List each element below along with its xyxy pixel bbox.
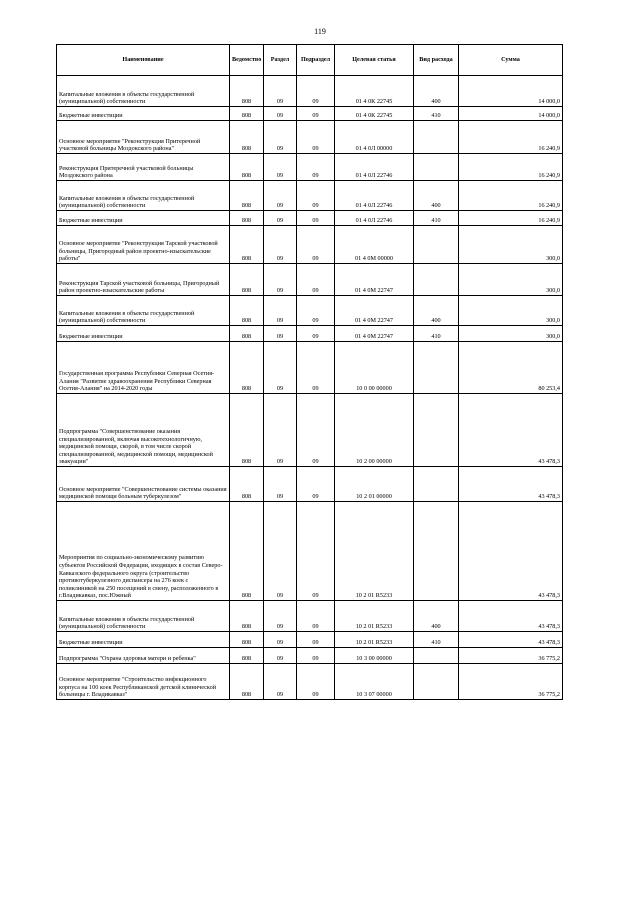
cell-target: 01 4 0М 22747 — [335, 326, 414, 342]
table-row — [57, 326, 563, 342]
cell-subsection: 09 — [297, 394, 335, 467]
cell-department: 808 — [230, 211, 264, 226]
cell-section: 09 — [264, 121, 297, 154]
row-name-text: Капитальные вложения в объекты государственной (муниципальной) собственности — [59, 309, 195, 325]
header-department: Ведомство — [230, 45, 264, 76]
cell-name — [57, 154, 230, 181]
cell-sum: 43 478,3 — [459, 467, 563, 502]
cell-type — [414, 394, 459, 467]
header-target: Целевая статья — [335, 45, 414, 76]
cell-target: 01 4 0Л 22746 — [335, 181, 414, 211]
cell-subsection: 09 — [297, 648, 335, 664]
cell-section: 09 — [264, 394, 297, 467]
cell-section: 09 — [264, 264, 297, 296]
table-row — [57, 121, 563, 154]
cell-subsection: 09 — [297, 467, 335, 502]
cell-sum: 16 240,9 — [459, 181, 563, 211]
cell-sum: 36 775,2 — [459, 648, 563, 664]
cell-sum: 14 000,0 — [459, 76, 563, 107]
header-section: Раздел — [264, 45, 297, 76]
cell-target: 01 4 0М 00000 — [335, 226, 414, 264]
header-name: Наименование — [57, 45, 230, 76]
cell-target: 10 0 00 00000 — [335, 342, 414, 394]
cell-type — [414, 226, 459, 264]
row-name-text: Основное мероприятие "Реконструкция Тарской участковой больницы, Пригородный район проектно-изыскательские работы" — [59, 240, 218, 263]
cell-name — [57, 211, 230, 226]
cell-name — [57, 648, 230, 664]
cell-department: 808 — [230, 154, 264, 181]
row-name-text: Капитальные вложения в объекты государственной (муниципальной) собственности — [59, 90, 195, 106]
cell-type: 410 — [414, 326, 459, 342]
cell-target: 01 4 0М 22747 — [335, 296, 414, 326]
cell-department: 808 — [230, 181, 264, 211]
cell-department: 808 — [230, 296, 264, 326]
cell-subsection: 09 — [297, 296, 335, 326]
cell-department: 808 — [230, 467, 264, 502]
header-sum: Сумма — [459, 45, 563, 76]
cell-type — [414, 154, 459, 181]
row-name-text: Основное мероприятие "Реконструкция Притеречной участковой больницы Моздокского района" — [59, 137, 201, 153]
cell-department: 808 — [230, 632, 264, 648]
cell-target: 01 4 0К 22745 — [335, 107, 414, 121]
table-row — [57, 226, 563, 264]
cell-subsection: 09 — [297, 264, 335, 296]
row-name-text: Государственная программа Республики Северная Осетия-Алания "Развитие здравоохранения Республики Северная Осетия-Алания" на 2014-2020 годы — [59, 370, 215, 393]
cell-sum: 300,0 — [459, 264, 563, 296]
table-row — [57, 107, 563, 121]
cell-name — [57, 76, 230, 107]
table-row — [57, 394, 563, 467]
cell-name — [57, 107, 230, 121]
row-name-text: Основное мероприятие "Строительство инфекционного корпуса на 100 коек Республиканской детской клинической больницы г. Владикавказ" — [59, 676, 217, 699]
row-name-text: Реконструкция Притеречной участковой больницы Моздокского района — [59, 164, 194, 180]
cell-subsection: 09 — [297, 326, 335, 342]
table-row — [57, 342, 563, 394]
cell-subsection: 09 — [297, 211, 335, 226]
cell-subsection: 09 — [297, 664, 335, 700]
cell-target: 01 4 0Л 00000 — [335, 121, 414, 154]
cell-section: 09 — [264, 76, 297, 107]
table-header-row — [57, 45, 563, 76]
cell-sum: 80 253,4 — [459, 342, 563, 394]
cell-target: 01 4 0Л 22746 — [335, 154, 414, 181]
cell-sum: 43 478,3 — [459, 502, 563, 601]
cell-section: 09 — [264, 211, 297, 226]
cell-target: 01 4 0М 22747 — [335, 264, 414, 296]
cell-sum: 14 000,0 — [459, 107, 563, 121]
cell-subsection: 09 — [297, 601, 335, 632]
row-name-text: Капитальные вложения в объекты государственной (муниципальной) собственности — [59, 615, 195, 631]
cell-type: 410 — [414, 107, 459, 121]
cell-type: 410 — [414, 632, 459, 648]
cell-name — [57, 664, 230, 700]
row-name-text: Подпрограмма "Совершенствование оказания специализированной, включая высокотехнологичную, медицинской помощи, скорой, в том числе скорой специализированной, медицинской помощи, медицинской эвакуации" — [59, 428, 213, 466]
row-name-text: Основное мероприятие "Совершенствование системы оказания медицинской помощи больным туберкулезом" — [59, 485, 227, 501]
cell-section: 09 — [264, 664, 297, 700]
cell-section: 09 — [264, 154, 297, 181]
cell-type — [414, 264, 459, 296]
cell-name — [57, 296, 230, 326]
cell-target: 01 4 0К 22745 — [335, 76, 414, 107]
table-row — [57, 296, 563, 326]
table-body — [57, 76, 563, 700]
cell-type — [414, 648, 459, 664]
table-row — [57, 601, 563, 632]
table-row — [57, 467, 563, 502]
row-name-text: Бюджетные инвестиции — [59, 639, 123, 647]
budget-table — [56, 44, 563, 700]
page-number: 119 — [314, 27, 326, 36]
cell-subsection: 09 — [297, 632, 335, 648]
cell-sum: 36 775,2 — [459, 664, 563, 700]
cell-section: 09 — [264, 107, 297, 121]
cell-type — [414, 664, 459, 700]
cell-department: 808 — [230, 502, 264, 601]
table-row — [57, 264, 563, 296]
cell-target: 10 3 00 00000 — [335, 648, 414, 664]
cell-name — [57, 632, 230, 648]
cell-target: 10 2 00 00000 — [335, 394, 414, 467]
cell-sum: 300,0 — [459, 326, 563, 342]
cell-subsection: 09 — [297, 107, 335, 121]
cell-department: 808 — [230, 394, 264, 467]
cell-sum: 16 240,9 — [459, 211, 563, 226]
row-name-text: Подпрограмма "Охрана здоровья матери и ребенка" — [59, 655, 196, 663]
cell-type — [414, 502, 459, 601]
table-row — [57, 181, 563, 211]
cell-target: 10 2 01 00000 — [335, 467, 414, 502]
cell-subsection: 09 — [297, 226, 335, 264]
cell-type — [414, 467, 459, 502]
cell-department: 808 — [230, 326, 264, 342]
cell-department: 808 — [230, 121, 264, 154]
cell-sum: 300,0 — [459, 296, 563, 326]
table-row — [57, 154, 563, 181]
cell-department: 808 — [230, 264, 264, 296]
table-row — [57, 211, 563, 226]
cell-name — [57, 264, 230, 296]
cell-subsection: 09 — [297, 502, 335, 601]
cell-sum: 16 240,9 — [459, 154, 563, 181]
cell-type — [414, 121, 459, 154]
cell-sum: 43 478,3 — [459, 632, 563, 648]
cell-department: 808 — [230, 76, 264, 107]
cell-name — [57, 226, 230, 264]
cell-department: 808 — [230, 601, 264, 632]
header-type: Вид расхода — [414, 45, 459, 76]
row-name-text: Мероприятия по социально-экономическому развитию субъектов Российской Федерации, входящих в состав Северо-Кавказского федерального округа (строительство противотуберкулезного диспансера на 276 коек с поликлиникой на 250 посещений в смену, расположенного в г.Владикавказ, пос.Южный — [59, 554, 223, 600]
cell-department: 808 — [230, 226, 264, 264]
cell-type: 400 — [414, 296, 459, 326]
cell-subsection: 09 — [297, 121, 335, 154]
cell-target: 10 2 01 R5233 — [335, 601, 414, 632]
cell-sum: 16 240,9 — [459, 121, 563, 154]
cell-sum: 43 478,3 — [459, 394, 563, 467]
cell-target: 10 2 01 R5233 — [335, 632, 414, 648]
cell-subsection: 09 — [297, 342, 335, 394]
cell-subsection: 09 — [297, 154, 335, 181]
cell-target: 10 3 07 00000 — [335, 664, 414, 700]
cell-name — [57, 326, 230, 342]
cell-department: 808 — [230, 342, 264, 394]
cell-name — [57, 601, 230, 632]
row-name-text: Реконструкция Тарской участковой больницы, Пригородный район проектно-изыскательские работы — [59, 279, 220, 295]
cell-department: 808 — [230, 664, 264, 700]
cell-department: 808 — [230, 648, 264, 664]
cell-section: 09 — [264, 648, 297, 664]
cell-type: 410 — [414, 211, 459, 226]
cell-section: 09 — [264, 467, 297, 502]
cell-target: 10 2 01 R5233 — [335, 502, 414, 601]
cell-section: 09 — [264, 502, 297, 601]
cell-type: 400 — [414, 181, 459, 211]
cell-type: 400 — [414, 601, 459, 632]
cell-sum: 43 478,3 — [459, 601, 563, 632]
cell-name — [57, 342, 230, 394]
cell-section: 09 — [264, 326, 297, 342]
cell-name — [57, 502, 230, 601]
cell-subsection: 09 — [297, 181, 335, 211]
table-row — [57, 502, 563, 601]
table-row — [57, 632, 563, 648]
cell-name — [57, 121, 230, 154]
table-row — [57, 664, 563, 700]
row-name-text: Бюджетные инвестиции — [59, 112, 123, 120]
row-name-text: Бюджетные инвестиции — [59, 333, 123, 341]
cell-section: 09 — [264, 296, 297, 326]
table-row — [57, 76, 563, 107]
row-name-text: Капитальные вложения в объекты государственной (муниципальной) собственности — [59, 194, 195, 210]
header-subsection: Подраздел — [297, 45, 335, 76]
cell-sum: 300,0 — [459, 226, 563, 264]
row-name-text: Бюджетные инвестиции — [59, 217, 123, 225]
cell-name — [57, 181, 230, 211]
table-row — [57, 648, 563, 664]
cell-section: 09 — [264, 181, 297, 211]
cell-type: 400 — [414, 76, 459, 107]
cell-name — [57, 394, 230, 467]
cell-department: 808 — [230, 107, 264, 121]
cell-section: 09 — [264, 632, 297, 648]
cell-name — [57, 467, 230, 502]
cell-section: 09 — [264, 342, 297, 394]
cell-section: 09 — [264, 226, 297, 264]
cell-target: 01 4 0Л 22746 — [335, 211, 414, 226]
cell-section: 09 — [264, 601, 297, 632]
cell-type — [414, 342, 459, 394]
cell-subsection: 09 — [297, 76, 335, 107]
